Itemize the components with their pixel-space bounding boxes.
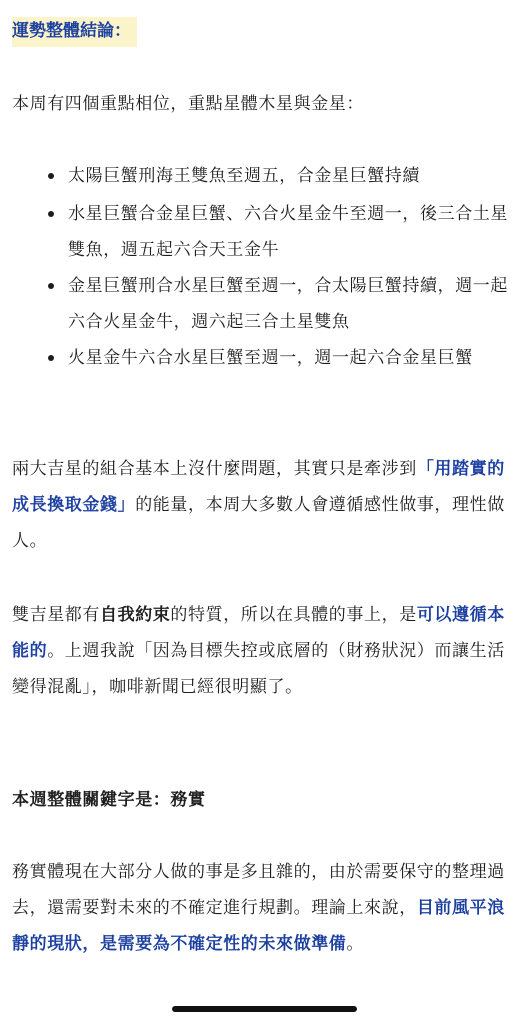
bullet-dot bbox=[48, 355, 54, 361]
intro-text: 本周有四個重點相位，重點星體木星與金星： bbox=[12, 94, 364, 114]
list-item-text: 火星金牛六合水星巨蟹至週一，週一起六合金星巨蟹 bbox=[68, 348, 473, 368]
text-segment: 務實體現在大部分人做的事是多且雜的，由於需要保守的整理過去，還需要對未來的不確定進行規劃。理論上來說， bbox=[12, 862, 505, 918]
list-item-text: 水星巨蟹合金星巨蟹、六合火星金牛至週一，後三合土星雙魚，週五起六合天王金牛 bbox=[68, 204, 508, 260]
text-segment: 。 bbox=[346, 934, 365, 954]
text-segment: 的能量，本周大多數人會遵循感性做事，理性做人。 bbox=[12, 495, 505, 551]
text-segment: 兩大吉星的組合基本上沒什麼問題，其實只是牽涉到 bbox=[12, 459, 417, 479]
bullet-dot bbox=[48, 283, 54, 289]
list-item bbox=[68, 340, 508, 376]
text-segment: 的特質，所以在具體的事上，是 bbox=[170, 605, 417, 625]
keyword-line: 本週整體關鍵字是：務實 bbox=[12, 790, 206, 810]
highlight-phrase: 目前風平浪靜的現狀，是需要為不確定性的未來做準備 bbox=[12, 898, 505, 954]
text-segment: 雙吉星都有 bbox=[12, 605, 100, 625]
highlight-phrase: 可以遵循本能的 bbox=[12, 605, 505, 661]
list-item bbox=[68, 196, 508, 268]
list-item bbox=[68, 268, 508, 340]
paragraph-lucky-stars bbox=[12, 451, 512, 559]
bullet-dot bbox=[48, 211, 54, 217]
list-item bbox=[68, 158, 508, 194]
highlight-phrase: 「用踏實的成長換取金錢」 bbox=[12, 459, 505, 515]
home-indicator[interactable] bbox=[172, 1006, 357, 1012]
list-item-text: 太陽巨蟹刑海王雙魚至週五，合金星巨蟹持續 bbox=[68, 166, 420, 186]
bullet-dot bbox=[48, 173, 54, 179]
paragraph-self-discipline bbox=[12, 597, 512, 705]
list-item-text: 金星巨蟹刑合水星巨蟹至週一，合太陽巨蟹持續，週一起六合火星金牛，週六起三合土星雙魚 bbox=[68, 276, 508, 332]
bold-phrase: 自我約束 bbox=[100, 605, 171, 625]
text-segment: 。上週我說「因為目標失控或底層的（財務狀況）而讓生活變得混亂」，咖啡新聞已經很明顯了。 bbox=[12, 641, 505, 697]
paragraph-practical bbox=[12, 854, 512, 962]
section-heading: 運勢整體結論： bbox=[12, 17, 137, 47]
